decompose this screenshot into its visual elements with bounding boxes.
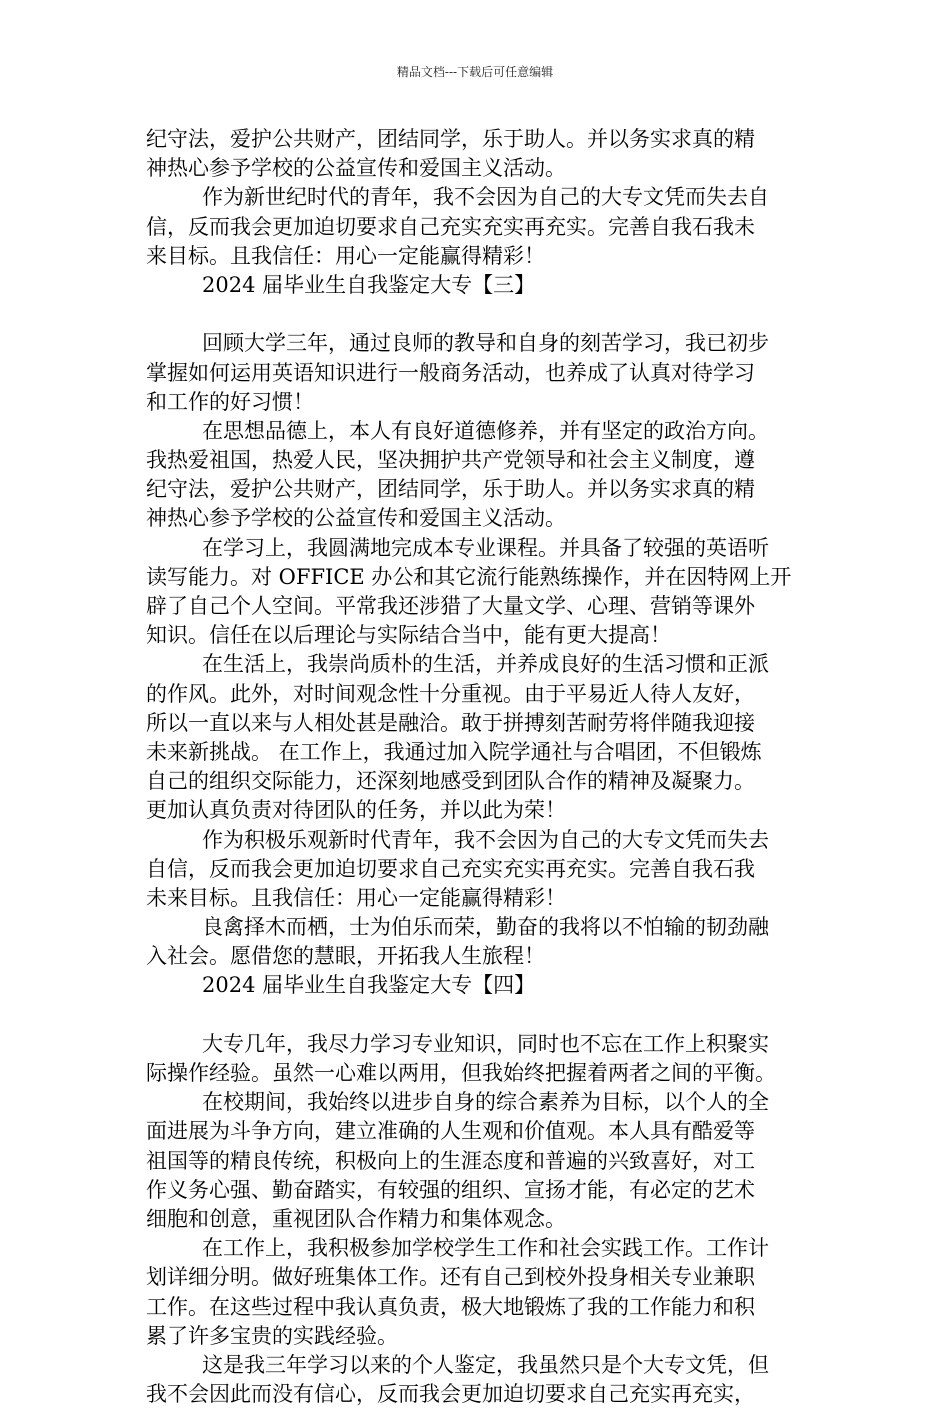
blank-line xyxy=(146,300,808,329)
document-body xyxy=(146,125,808,1409)
text-line: 来目标。且我信任：用心一定能赢得精彩！ xyxy=(146,243,545,268)
text-line: 知识。信任在以后理论与实际结合当中，能有更大提高！ xyxy=(146,623,671,648)
text-line: 自己的组织交际能力，还深刻地感受到团队合作的精神及凝聚力。 xyxy=(146,769,755,794)
text-line: 我不会因此而没有信心，反而我会更加迫切要求自己充实再充实， xyxy=(146,1382,755,1407)
text-line: 纪守法，爱护公共财产，团结同学，乐于助人。并以务实求真的精 xyxy=(146,127,755,151)
text-line: 纪守法，爱护公共财产，团结同学，乐于助人。并以务实求真的精 xyxy=(146,477,755,502)
text-line: 未来新挑战。 在工作上，我通过加入院学通社与合唱团，不但锻炼 xyxy=(146,739,762,764)
text-line: 作为积极乐观新时代青年，我不会因为自己的大专文凭而失去 xyxy=(202,827,769,852)
text-line: 这是我三年学习以来的个人鉴定，我虽然只是个大专文凭，但 xyxy=(202,1352,769,1377)
text-line: 掌握如何运用英语知识进行一般商务活动，也养成了认真对待学习 xyxy=(146,360,755,385)
text-line: 划详细分明。做好班集体工作。还有自己到校外投身相关专业兼职 xyxy=(146,1265,755,1290)
text-line: 际操作经验。虽然一心难以两用，但我始终把握着两者之间的平衡。 xyxy=(146,1061,776,1085)
text-line: 更加认真负责对待团队的任务，并以此为荣！ xyxy=(146,798,566,823)
text-line: 神热心参予学校的公益宣传和爱国主义活动。 xyxy=(146,506,566,531)
text-line: 祖国等的精良传统，积极向上的生涯态度和普遍的兴致喜好，对工 xyxy=(146,1148,755,1173)
text-line: 在学习上，我圆满地完成本专业课程。并具备了较强的英语听 xyxy=(202,535,769,560)
section-heading: 2024 届毕业生自我鉴定大专【四】 xyxy=(202,973,536,998)
text-line: 在工作上，我积极参加学校学生工作和社会实践工作。工作计 xyxy=(202,1236,769,1261)
text-line: 信，反而我会更加迫切要求自己充实充实再充实。完善自我石我未 xyxy=(146,214,755,239)
blank-line xyxy=(146,1001,808,1030)
text-line: 的作风。此外，对时间观念性十分重视。由于平易近人待人友好， xyxy=(146,681,755,706)
text-line: 所以一直以来与人相处甚是融洽。敢于拼搏刻苦耐劳将伴随我迎接 xyxy=(146,710,755,735)
section-heading: 2024 届毕业生自我鉴定大专【三】 xyxy=(202,272,536,297)
text-line: 在思想品德上，本人有良好道德修养，并有坚定的政治方向。 xyxy=(202,418,769,443)
text-line: 辟了自己个人空间。平常我还涉猎了大量文学、心理、营销等课外 xyxy=(146,594,755,618)
text-line: 入社会。愿借您的慧眼，开拓我人生旅程！ xyxy=(146,944,545,969)
text-line: 读写能力。对 OFFICE 办公和其它流行能熟练操作，并在因特网上开 xyxy=(146,564,792,589)
text-line: 和工作的好习惯！ xyxy=(146,389,314,414)
text-line: 自信，反而我会更加迫切要求自己充实充实再充实。完善自我石我 xyxy=(146,856,755,881)
text-line: 面进展为斗争方向，建立准确的人生观和价值观。本人具有酷爱等 xyxy=(146,1119,755,1144)
text-line: 在生活上，我崇尚质朴的生活，并养成良好的生活习惯和正派 xyxy=(202,652,769,677)
text-line: 作为新世纪时代的青年，我不会因为自己的大专文凭而失去自 xyxy=(202,185,769,210)
text-line: 良禽择木而栖，士为伯乐而荣，勤奋的我将以不怕输的韧劲融 xyxy=(202,915,769,940)
text-line: 未来目标。且我信任：用心一定能赢得精彩！ xyxy=(146,885,566,910)
text-line: 大专几年，我尽力学习专业知识，同时也不忘在工作上积聚实 xyxy=(202,1031,769,1056)
text-line: 细胞和创意，重视团队合作精力和集体观念。 xyxy=(146,1206,566,1231)
text-line: 回顾大学三年，通过良师的教导和自身的刻苦学习，我已初步 xyxy=(202,331,769,356)
page-header: 精品文档---下载后可任意编辑 xyxy=(396,65,554,79)
text-line: 我热爱祖国，热爱人民，坚决拥护共产党领导和社会主义制度，遵 xyxy=(146,448,755,473)
text-line: 在校期间，我始终以进步自身的综合素养为目标，以个人的全 xyxy=(202,1090,769,1115)
text-line: 累了许多宝贵的实践经验。 xyxy=(146,1323,398,1348)
text-line: 工作。在这些过程中我认真负责，极大地锻炼了我的工作能力和积 xyxy=(146,1294,755,1319)
text-line: 神热心参予学校的公益宣传和爱国主义活动。 xyxy=(146,156,566,181)
text-line: 作义务心强、勤奋踏实，有较强的组织、宣扬才能，有必定的艺术 xyxy=(146,1177,755,1202)
